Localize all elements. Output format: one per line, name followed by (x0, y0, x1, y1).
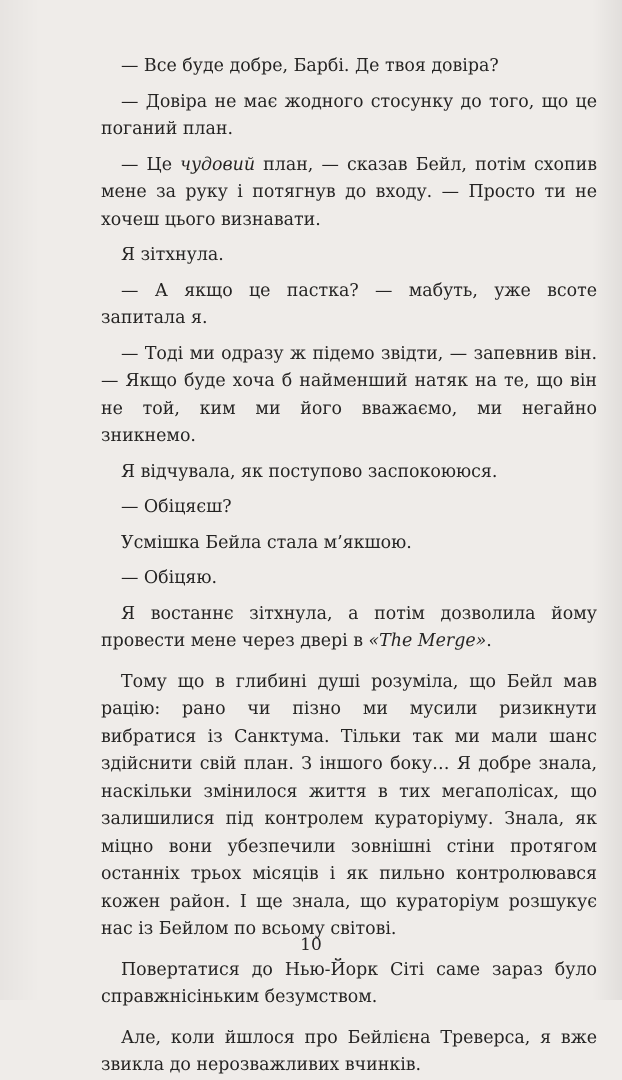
body-text (101, 53, 597, 1080)
paragraph: — Обіцяю. (121, 568, 218, 588)
paragraph (101, 152, 597, 235)
paragraph: Тому що в глибині душі розуміла, що Бейл мав рацію: рано чи пізно ми мусили ризикнути вибратися із Санктума. Тільки так ми мали шанс здійснити свій план. З іншого боку… Я добре знала, наскільки змінилося життя в тих мегаполісах, що залишилися під контролем кураторіуму. Знала, як міцно вони убезпечили зовнішні стіни протягом останніх трьох місяців і як пильно контролювався кожен район. І ще знала, що кураторіум розшукує нас із Бейлом по всьому світові. (101, 671, 597, 939)
paragraph: Повертатися до Нью-Йорк Сіті саме зараз було справжнісіньким безумством. (101, 959, 597, 1007)
text-run: Я востаннє зітхнула, а потім дозволила йому провести мене через двері в (101, 603, 597, 651)
text-run: . (486, 631, 492, 651)
paragraph: — Довіра не має жодного стосунку до того, що це поганий план. (101, 91, 597, 139)
paragraph: Усмішка Бейла стала м’якшою. (121, 532, 412, 553)
page-number: 10 (300, 935, 322, 955)
emphasis: чудовий (180, 154, 256, 175)
paragraph (101, 601, 597, 656)
emphasis: «The Merge» (368, 631, 487, 651)
text-run: — Це (121, 154, 181, 175)
paragraph: — А якщо це пастка? — мабуть, уже всоте запитала я. (101, 280, 597, 328)
text-run: план, — сказав Бейл, потім схопив мене за руку і потягнув до входу. — Просто ти не хочеш цього визнавати. (101, 154, 597, 230)
paragraph: — Обіцяєш? (121, 497, 232, 517)
paragraph: Я зітхнула. (121, 245, 224, 265)
paragraph: — Все буде добре, Барбі. Де твоя довіра? (121, 56, 499, 76)
paragraph: — Тоді ми одразу ж підемо звідти, — запевнив він. — Якщо буде хоча б найменший натяк на те, що він не той, ким ми його вважаємо, ми негайно зникнемо. (101, 343, 597, 446)
paragraph: Але, коли йшлося про Бейлієна Треверса, я вже звикла до нерозважливих вчинків. (101, 1027, 597, 1075)
paragraph: Я відчувала, як поступово заспокоююся. (121, 461, 498, 482)
